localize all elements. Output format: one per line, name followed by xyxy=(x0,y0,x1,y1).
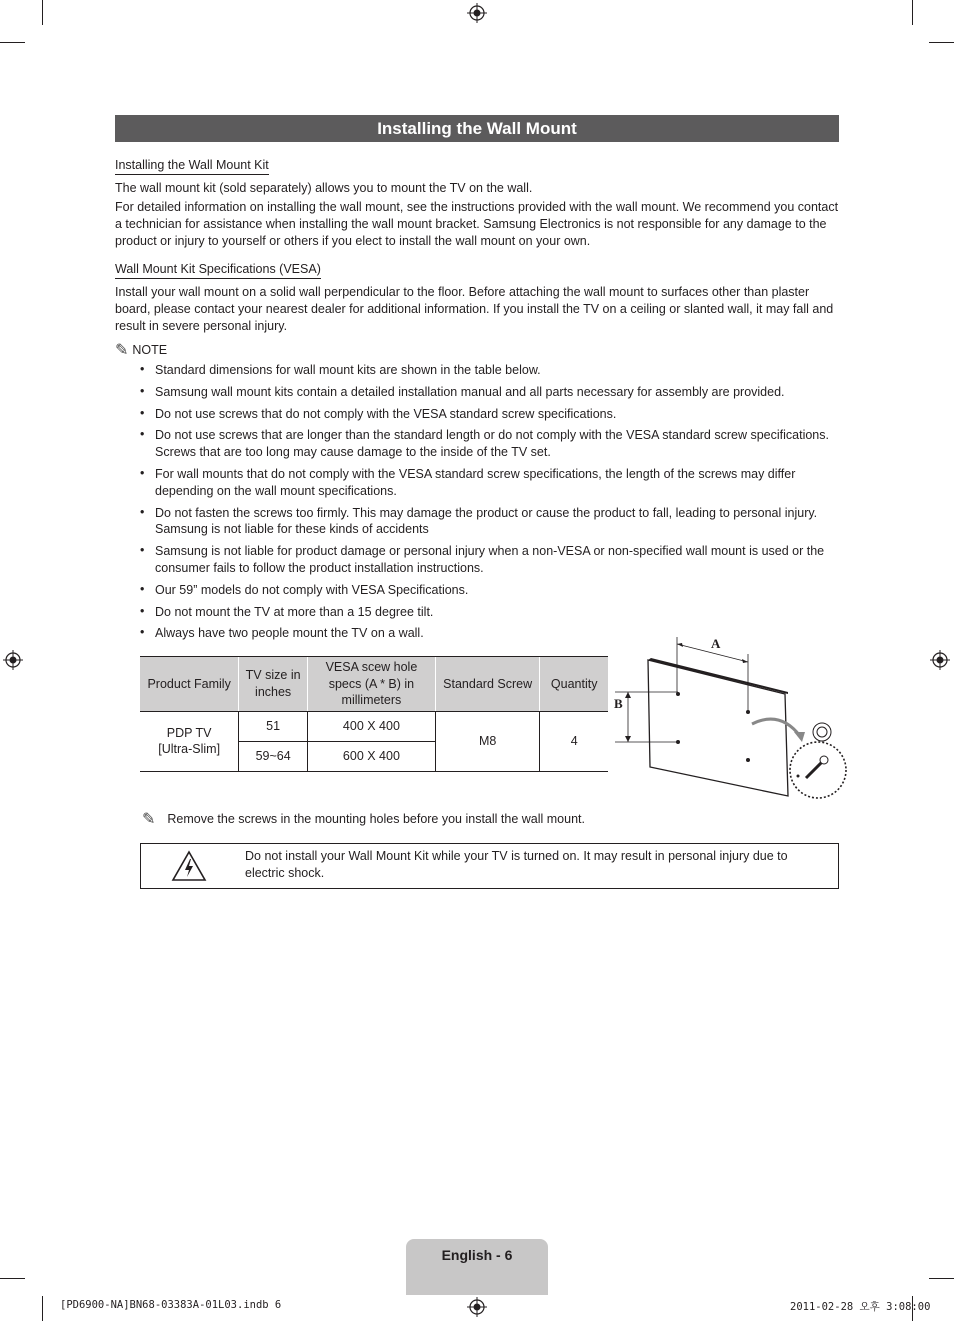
list-item: • Always have two people mount the TV on a wall. xyxy=(140,625,840,642)
pencil-icon: ✎ xyxy=(142,811,156,828)
registration-mark-icon xyxy=(467,1297,487,1317)
footer-file-info: [PD6900-NA]BN68-03383A-01L03.indb 6 xyxy=(60,1299,282,1311)
remove-screws-note xyxy=(142,809,585,829)
header-quantity: Quantity xyxy=(540,657,608,712)
header-tv-size: TV size in inches xyxy=(239,657,308,712)
note-list xyxy=(140,362,840,647)
list-item: • Do not use screws that are longer than the standard length or do not comply with the VESA standard screw specifications. Screws that are too long may cause damage to the inside of the TV set. xyxy=(140,427,840,461)
header-vesa-specs: VESA scew hole specs (A * B) in millimeters xyxy=(307,657,435,712)
warning-box xyxy=(140,843,839,889)
table-header-row xyxy=(140,657,608,712)
crop-mark xyxy=(929,1278,954,1279)
list-item: • Do not fasten the screws too firmly. This may damage the product or cause the product to fall, leading to personal injury. Samsung is not liable for these kinds of accidents xyxy=(140,505,840,539)
section-heading-wall-mount-kit: Installing the Wall Mount Kit xyxy=(115,158,269,175)
registration-mark-icon xyxy=(467,3,487,23)
wall-mount-diagram xyxy=(610,632,850,802)
cell-quantity: 4 xyxy=(540,711,608,771)
page-number-tab: English - 6 xyxy=(406,1239,548,1295)
electric-warning-icon xyxy=(171,850,207,882)
vesa-spec-table xyxy=(140,656,608,772)
label-a: A xyxy=(711,636,721,651)
footer-date: 2011-02-28 오후 3:08:00 xyxy=(790,1301,931,1313)
crop-mark xyxy=(912,0,913,25)
list-item: • Samsung wall mount kits contain a detailed installation manual and all parts necessary for assembly are provided. xyxy=(140,384,840,401)
cell-screw: M8 xyxy=(435,711,539,771)
crop-mark xyxy=(0,42,25,43)
label-b: B xyxy=(614,696,623,711)
header-standard-screw: Standard Screw xyxy=(435,657,539,712)
header-product-family: Product Family xyxy=(140,657,239,712)
cell-product-family: PDP TV [Ultra-Slim] xyxy=(140,711,239,771)
crop-mark xyxy=(42,0,43,25)
crop-mark xyxy=(0,1278,25,1279)
list-item: • Do not mount the TV at more than a 15 degree tilt. xyxy=(140,604,840,621)
paragraph-kit-intro: The wall mount kit (sold separately) allows you to mount the TV on the wall. xyxy=(115,181,533,195)
list-item: • For wall mounts that do not comply with the VESA standard screw specifications, the length of the screws may differ depending on the wall mount specifications. xyxy=(140,466,840,500)
crop-mark xyxy=(42,1296,43,1321)
remove-screws-text: Remove the screws in the mounting holes before you install the wall mount. xyxy=(167,812,585,826)
registration-mark-icon xyxy=(3,650,23,670)
paragraph-kit-details: For detailed information on installing the wall mount, see the instructions provided with the wall mount. We recommend you contact a technician for assistance when installing the wall mount bracket. Samsung Electronics is not responsible for any damage to the product or injury to yourself or others if you elect to install the wall mount on your own. xyxy=(115,200,839,248)
page-title: Installing the Wall Mount xyxy=(115,115,839,142)
cell-vesa: 600 X 400 xyxy=(307,741,435,771)
table-row xyxy=(140,711,608,741)
section-heading-vesa: Wall Mount Kit Specifications (VESA) xyxy=(115,262,321,279)
note-label: NOTE xyxy=(132,343,168,357)
cell-tv-size: 51 xyxy=(239,711,308,741)
list-item: • Standard dimensions for wall mount kits are shown in the table below. xyxy=(140,362,840,379)
registration-mark-icon xyxy=(930,650,950,670)
list-item: • Samsung is not liable for product damage or personal injury when a non-VESA or non-specified wall mount is used or the consumer fails to follow the product installation instructions. xyxy=(140,543,840,577)
cell-vesa: 400 X 400 xyxy=(307,711,435,741)
paragraph-vesa-intro: Install your wall mount on a solid wall perpendicular to the floor. Before attaching the wall mount to surfaces other than plaster board, please contact your nearest dealer for additional information. If you install the TV on a ceiling or slanted wall, it may fall and result in severe personal injury. xyxy=(115,285,834,333)
list-item: • Our 59” models do not comply with VESA Specifications. xyxy=(140,582,840,599)
note-heading xyxy=(115,340,167,360)
list-item: • Do not use screws that do not comply with the VESA standard screw specifications. xyxy=(140,406,840,423)
cell-tv-size: 59~64 xyxy=(239,741,308,771)
pencil-icon: ✎ xyxy=(115,342,129,359)
crop-mark xyxy=(929,42,954,43)
warning-text: Do not install your Wall Mount Kit while your TV is turned on. It may result in personal injury due to electric shock. xyxy=(245,849,788,880)
